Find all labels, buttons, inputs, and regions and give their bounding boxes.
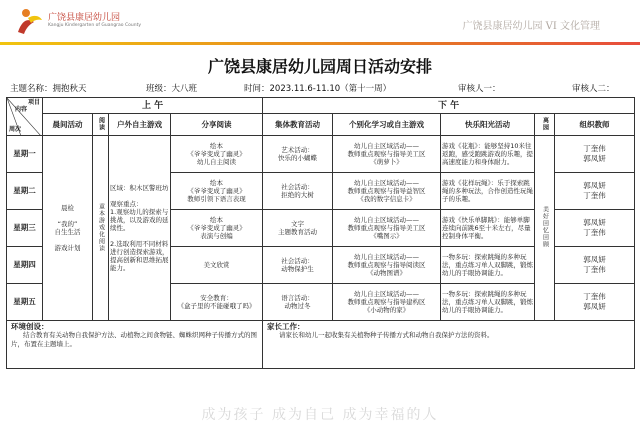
- table-row: [7, 136, 635, 173]
- corner-header: [7, 98, 43, 136]
- group-activity-fri: 语言活动： 动物过冬: [263, 284, 333, 321]
- sunshine-mon: 游戏《花瓶》：能够坚持10米往返跑，感受跑跳游戏的乐趣，提高速度能力和身体耐力。: [441, 136, 535, 173]
- sunshine-tue: 游戏《花样玩绳》：乐于探索跳绳的多种玩法，合作创造性玩绳子的乐趣。: [441, 173, 535, 210]
- teacher-wed: 郭凤妍 丁奎伟: [555, 210, 635, 247]
- col-leave: 离园: [535, 114, 555, 136]
- logo-figure-icon: [14, 6, 44, 36]
- col-reading: 阅读: [93, 114, 109, 136]
- individual-fri: 幼儿自主区域活动—— 教师重点观察与指导建构区 《小动物的家》: [333, 284, 441, 321]
- parent-work-text: 请家长和幼儿一起收集有关植物种子传播方式和动物自我保护方法的资料。: [279, 331, 494, 339]
- group-activity-wed: 文字 主题教育活动: [263, 210, 333, 247]
- day-tue: 星期二: [7, 173, 43, 210]
- leave-cell: 美好回忆回顾: [535, 136, 555, 321]
- share-reading-fri: 安全教育： 《盒子里的不能碰哦了吗》: [171, 284, 263, 321]
- environment-text: 结合教育有关动物自我保护方法、动植物之间食物链、蜘蛛织网种子传播方式的图片，布置在主题墙上。: [11, 331, 257, 348]
- environment-cell: [7, 321, 263, 369]
- group-activity-mon: 艺术活动： 快乐的小蝴蝶: [263, 136, 333, 173]
- share-reading-tue: 绘本 《爷爷变成了幽灵》 教师引领下语言表现: [171, 173, 263, 210]
- class-label: 班级：大八班: [146, 84, 198, 94]
- corner-project: 项目: [27, 99, 40, 106]
- individual-thu: 幼儿自主区域活动—— 教师重点观察与指导阅读区 《动物图谱》: [333, 247, 441, 284]
- corner-content: 内容: [15, 106, 28, 113]
- header-accent-bar: [0, 42, 640, 45]
- am-header: 上 午: [43, 98, 263, 114]
- col-outdoor: 户外自主游戏: [109, 114, 171, 136]
- col-sunshine: 快乐阳光活动: [441, 114, 535, 136]
- morning-activity-cell: 晨检 “我的” 自生生活 游戏计划: [43, 136, 93, 321]
- sunshine-thu: 一物多玩：探索跳绳的多种玩法，重点练习单人双脚跳，锻炼幼儿的手眼协调能力。: [441, 247, 535, 284]
- parent-work-heading: 家长工作：: [267, 322, 305, 331]
- parent-work-cell: [263, 321, 635, 369]
- reviewer2-label: 审核人二：: [572, 84, 615, 94]
- weekly-plan-table: [6, 97, 635, 369]
- reading-cell: 童本游戏化阅读: [93, 136, 109, 321]
- day-thu: 星期四: [7, 247, 43, 284]
- group-activity-thu: 社会活动： 动物保护生: [263, 247, 333, 284]
- logo-english-name: Kangju Kindergarten of Guangrao County: [48, 23, 141, 28]
- teacher-fri: 丁奎伟 郭凤妍: [555, 284, 635, 321]
- individual-mon: 幼儿自主区域活动—— 教师重点观察与指导美工区 《萌萝卜》: [333, 136, 441, 173]
- page-header: [0, 0, 640, 44]
- col-teachers: 组织教师: [555, 114, 635, 136]
- brand-caption: 广饶县康居幼儿园 VI 文化管理: [462, 21, 600, 32]
- individual-wed: 幼儿自主区域活动—— 教师重点观察与指导美工区 《嘴图示》: [333, 210, 441, 247]
- col-share: 分享阅读: [171, 114, 263, 136]
- teacher-mon: 丁奎伟 郭凤妍: [555, 136, 635, 173]
- environment-heading: 环境创设：: [11, 322, 49, 331]
- reviewer1-label: 审核人一：: [458, 84, 501, 94]
- sunshine-wed: 游戏《快乐单脚跳》：能够单脚连续向前跳6至十米左右，尽量控制身体平衡。: [441, 210, 535, 247]
- logo-chinese-name: 广饶县康居幼儿园: [48, 13, 121, 23]
- teacher-tue: 郭凤妍 丁奎伟: [555, 173, 635, 210]
- share-reading-wed: 绘本 《爷爷变成了幽灵》 表演与创编: [171, 210, 263, 247]
- group-activity-tue: 社会活动： 拒绝的大树: [263, 173, 333, 210]
- col-group: 集体教育活动: [263, 114, 333, 136]
- kindergarten-logo: [14, 6, 144, 36]
- sunshine-fri: 一物多玩：探索跳绳的多种玩法，重点练习单人双脚跳，锻炼幼儿的手眼协调能力。: [441, 284, 535, 321]
- document-title: 广饶县康居幼儿园周日活动安排: [207, 57, 432, 76]
- time-label: 时间：2023.11.6-11.10（第十一周）: [244, 84, 392, 94]
- individual-tue: 幼儿自主区域活动—— 教师重点观察与指导益智区 《我的数字信息卡》: [333, 173, 441, 210]
- day-mon: 星期一: [7, 136, 43, 173]
- day-wed: 星期三: [7, 210, 43, 247]
- share-reading-thu: 美文欣赏: [171, 247, 263, 284]
- corner-week: 周次: [9, 126, 22, 133]
- col-morning: 晨间活动: [43, 114, 93, 136]
- pm-header: 下 午: [263, 98, 635, 114]
- teacher-thu: 郭凤妍 丁奎伟: [555, 247, 635, 284]
- footer-row: [7, 321, 635, 369]
- outdoor-game-cell: 区域：积木区警班坊 观察重点： 1.观察幼儿的探索与挑战，以及游戏的延续性。 2.选取利用不同材料进行创造探索游戏，提高创新和思维拓展能力。: [109, 136, 171, 321]
- share-reading-mon: 绘本 《爷爷变成了幽灵》 幼儿自主阅读: [171, 136, 263, 173]
- col-individual: 个别化学习或自主游戏: [333, 114, 441, 136]
- theme-label: 主题名称：拥抱秋天: [10, 84, 87, 94]
- day-fri: 星期五: [7, 284, 43, 321]
- slogan-watermark: 成为孩子 成为自己 成为幸福的人: [201, 407, 439, 423]
- meta-info-row: [6, 82, 634, 94]
